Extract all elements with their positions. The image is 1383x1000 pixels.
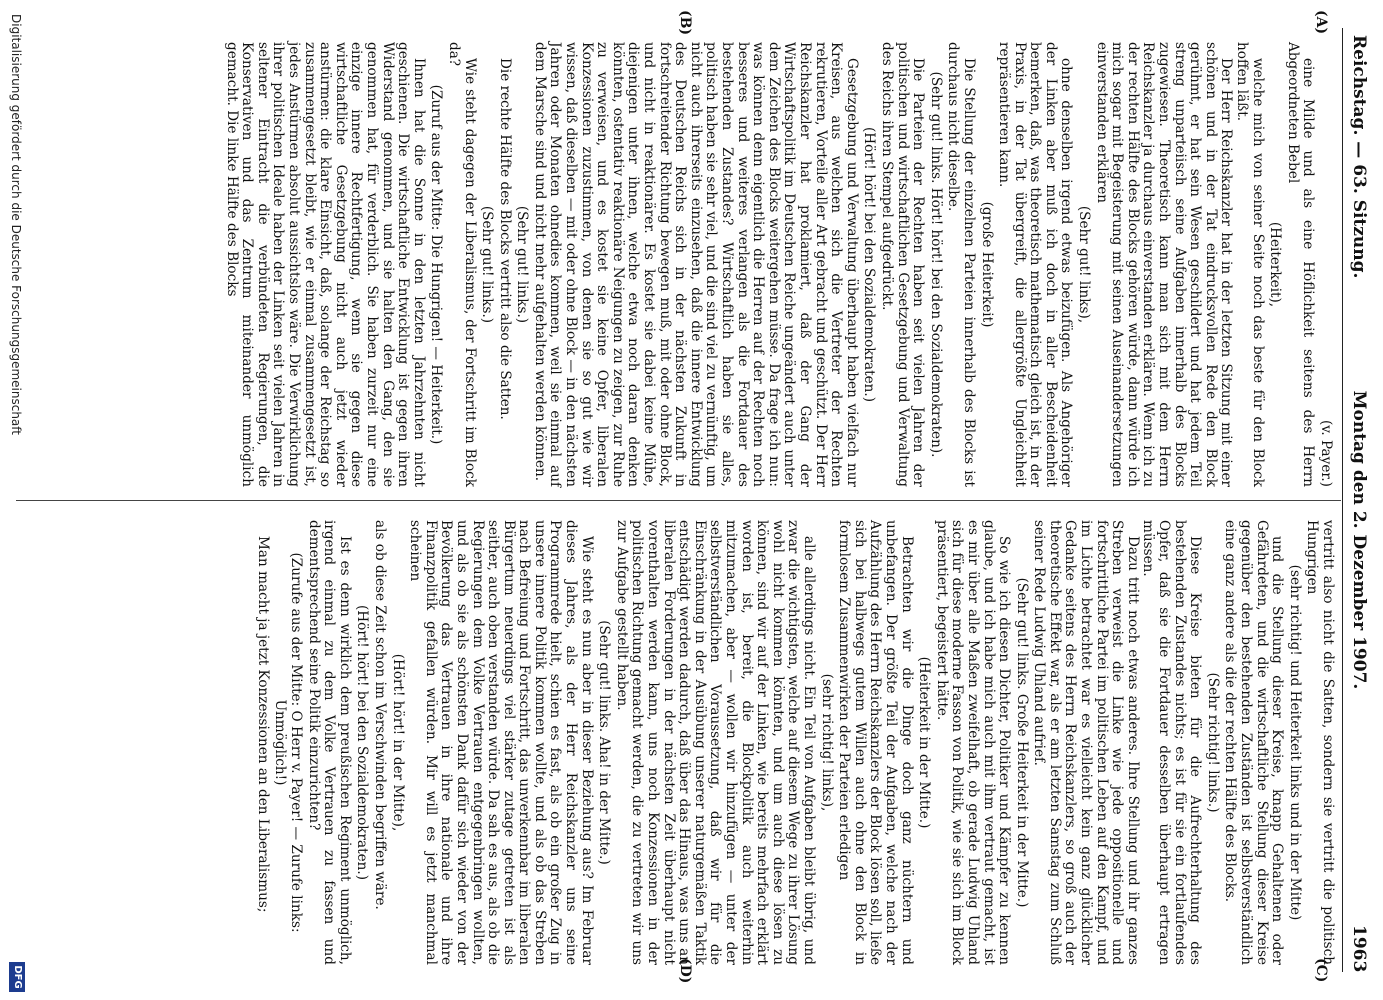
credit-bar (0, 0, 33, 1000)
column-divider (16, 500, 1341, 501)
paragraph: Der Herr Reichskanzler hat in der letzten Sitzung mit einer schönen und in der Tat eindrucksvollen Rede den Block gerühmt, er hat sein Wesen geschildert und hat jedem Teil streng unparteiisch seine Aufgaben innerhalb des Blocks zugewiesen. Theoretisch kann man sich mit dem Herrn Reichskanzler ja durchaus einverstanden erklären. Wenn ich zu der rechten Hälfte des Blocks gehören würde, dann würde ich mich sogar mit Begeisterung mit seinen Auseinandersetzungen einverstanden erklären (1093, 42, 1235, 487)
paragraph: Die rechte Hälfte des Blocks vertritt also die Satten. (496, 58, 513, 420)
interjection: (große Heiterkeit) (978, 201, 995, 328)
paragraph: als ob diese Zeit schon im Verschwinden begriffen wäre. (371, 520, 388, 910)
margin-marker-d: (D) (677, 958, 693, 984)
header-rule (1342, 28, 1343, 972)
interjection: (Hört! hört! in der Mitte), (389, 653, 406, 832)
interjection: (Sehr gut! links.) (479, 205, 496, 324)
page-number: 1963 (1349, 925, 1369, 973)
interjection: (Sehr richtig! links.) (1204, 672, 1221, 813)
dfg-logo: DFG (9, 962, 25, 992)
interjection: (Heiterkeit), (1267, 221, 1284, 308)
margin-marker-c: (C) (1313, 958, 1329, 983)
interjection: (v. Payer.) (1318, 419, 1334, 487)
paragraph: Diese Kreise bieten für die Aufrechterhaltung des bestehenden Zustandes nichts; es ist für sie ein fortlaufendes Opfer, daß sie die Fortdauer desselben überhaupt ertragen müssen. (1140, 520, 1204, 965)
paragraph: Die Stellung der einzelnen Parteien innerhalb des Blocks ist durchaus nicht dieselbe. (945, 42, 977, 487)
paragraph: vertritt also nicht die Satten, sondern sie vertritt die politisch Hungrigen (1304, 520, 1336, 965)
margin-marker-a: (A) (1313, 10, 1329, 35)
interjection: (Zuruf aus der Mitte: Die Hungrigen! — Heiterkeit.) (428, 84, 445, 445)
paragraph: Betrachten wir die Dinge doch ganz nüchtern und unbefangen. Der größte Teil der Aufgaben, welche nach der Aufzählung des Herrn Reichskanzlers der Block lösen soll, ließe sich bei halbwegs gutem Willen auch ohne den Block in formlosem Zusammenwirken der Parteien erledigen (836, 520, 915, 965)
interjection: (Sehr gut! links. Hört! hört! bei den Sozialdemokraten). (927, 71, 944, 458)
paragraph: Wie steht es nun aber in dieser Beziehung aus? Im Februar dieses Jahres, als der Herr Reichskanzler uns seine Programmrede hielt, schien es fast, als ob ein großer Zug in unsere innere Politik kommen wollte, und als ob das Streben nach Befreiung und Fortschritt, das unverkennbar im liberalen Bürgertum neuerdings viel stärker zutage getreten ist als seither, auch oben verstanden würde. Da sah es aus, als ob die Regierungen dem Volke Vertrauen entgegenbringen wollten, und als ob sie als schönsten Dank dafür sich wieder von der Bevölkerung das Vertrauen in ihre nationale und ihre Finanzpolitik gefallen würden. Mir will es jetzt manchmal scheinen (407, 520, 595, 965)
margin-marker-b: (B) (677, 10, 693, 36)
paragraph: So wie ich diesen Dichter, Politiker und Kämpfer zu kennen glaube, und ich habe mich auch mit ihm vertraut gemacht, ist es mir über alle Maßen zweifelhaft, ob gerade Ludwig Uhland sich für diese moderne Fasson von Politik, wie sie sich im Block präsentiert, begeistert hätte. (933, 520, 1013, 965)
paragraph: und die Stellung dieser Kreise, knapp Gehaltenen oder Gefährdeten, und die wirtschaftliche Stellung dieser Kreise gegenüber den bestehenden Zuständen ist selbstverständlich eine ganz andere als die der rechten Hälfte des Blocks. (1222, 520, 1286, 965)
right-column (254, 520, 1335, 965)
interjection: (Sehr gut! links), (1076, 205, 1093, 324)
paragraph: Wie steht dagegen der Liberalismus, der Fortschritt im Block da? (445, 42, 478, 487)
interjection: (Hört! hört! bei den Sozialdemokraten.) (354, 604, 371, 880)
interjection: (Sehr gut! links.) (514, 205, 531, 324)
paragraph: welche mich von seiner Seite noch das beste für den Block hoffen läßt. (1234, 42, 1266, 487)
paragraph: alle allerdings nicht. Ein Teil von Aufgaben bleibt übrig, und zwar die wichtigsten, welche auf diesem Wege zu ihrer Lösung wohl nicht kommen könnten, und um auch diese lösen zu können, sind wir auf der Linken, wie bereits mehrfach erklärt worden ist, bereit, die Blockpolitik auch weiterhin mitzumachen, aber — wollen wir hinzufügen — unter der selbstverständlichen Voraussetzung, daß wir für die Einschränkung in der Ausübung unserer naturgemäßen Taktik entschädigt werden dadurch, daß über das Hinaus, was uns an liberalen Forderungen in der nächsten Zeit überhaupt nicht vorenthalten werden kann, uns noch Konzessionen in der politischen Richtung gemacht werden, die zu vertreten wir uns zur Aufgabe gestellt haben. (613, 520, 817, 965)
paragraph: Man macht ja jetzt Konzessionen an den Liberalismus; (254, 536, 271, 913)
paragraph: Gesetzgebung und Verwaltung überhaupt haben vielfach nur Kreisen, aus welchen sich die Vertreter der Rechten rekrutieren, Vorteile aller Art gebracht und geschützt. Der Herr Reichskanzler hat proklamiert, daß der Gang der Wirtschaftspolitik im Deutschen Reiche ungeändert auch unter dem Zeichen des Blocks weitergehen müsse. Da frage ich nun: was können denn eigentlich die Herren auf der Rechten noch besseres und weiteres verlangen als die Fortdauer des bestehenden Zustandes? Wirtschaftlich haben sie alles, politisch haben sie sehr viel, und die sind viel zu vernünftig, um nicht auch ihrerseits einzusehen, daß die innere Entwicklung des Deutschen Reichs sich in der nächsten Zukunft in fortschreitender Richtung bewegen muß, mit oder ohne Block, und nicht in reaktionärer. Es kostet sie dabei keine Mühe, diejenigen unter ihnen, welche etwa noch daran denken könnten, ostentativ reaktionäre Neigungen zu zeigen, zur Ruhe zu verweisen, und es kostet sie keine Opfer, liberalen Konzessionen zuzustimmen, von denen sie so gut wie wir wissen, daß dieselben — mit oder ohne Block — in den nächsten Jahren oder Monaten ohnedies kommen, weil sie einmal auf dem Marsche sind und nicht mehr aufgehalten werden können. (531, 42, 860, 487)
interjection: (Sehr gut! links. Aha! in der Mitte.) (596, 620, 613, 865)
paragraph: Dazu tritt noch etwas anderes. Ihre Stellung und ihr ganzes Streben verweist die Linke wie jede oppositionelle und fortschrittliche Partei im politischen Leben auf den Kampf, und im Lichte betrachtet war es vielleicht kein ganz glücklicher Gedanke seitens des Herrn Reichskanzlers, so groß auch der theoretische Effekt war, als er am letzten Samstag zum Schluß seiner Rede Ludwig Uhland aufrief. (1031, 520, 1141, 965)
paragraph: ohne denselben irgend etwas beizufügen. Als Angehöriger der Linken aber muß ich doch in aller Bescheidenheit bemerken, daß, was theoretisch mathematisch gleich ist, in der Praxis, in der Tat übergreift, die allergrößte Ungleichheit repräsentieren kann. (996, 42, 1075, 487)
header-date: Montag den 2. Dezember 1907. (1349, 390, 1369, 690)
digitization-credit: Digitalisierung gefördert durch die Deutsche Forschungsgemeinschaft (9, 14, 23, 436)
left-column (223, 42, 1335, 487)
header-session: Reichstag. — 63. Sitzung. (1349, 35, 1369, 279)
interjection: (Hört! hört! bei den Sozialdemokraten.) (861, 126, 878, 402)
paragraph: Ihnen hat die Sonne in den letzten Jahrzehnten nicht geschienen. Die wirtschaftliche Entwicklung ist gegen ihren Widerstand genommen, und sie halten den Gang, den sie genommen hat, für verderblich. Sie haben zurzeit nur eine einzige innere Rechtfertigung, wenn sie gegen diese wirtschaftliche Gesetzgebung nicht auch jetzt wieder anstürmen: die klare Einsicht, daß, solange der Reichstag so zusammengesetzt bleibt, wie er einmal zusammengesetzt ist, jedes Anstürmen absolut aussichtslos wäre. Die Verwirklichung ihrer politischen Ideale haben der Linken seit vielen Jahren in seltener Eintracht die verbündeten Regierungen, die Konservativen und das Zentrum miteinander unmöglich gemacht. Die linke Hälfte des Blocks (223, 42, 427, 487)
interjection: (Sehr gut! links. Große Heiterkeit in der Mitte.) (1013, 577, 1030, 908)
interjection: (Heiterkeit in der Mitte.) (916, 656, 933, 829)
interjection: (sehr richtig! und Heiterkeit links und in der Mitte) (1286, 564, 1303, 921)
interjection: (Zurufe aus der Mitte: O Herr v. Payer! — Zurufe links: Unmöglich!) (272, 552, 304, 933)
paragraph: Ist es denn wirklich dem preußischen Regiment unmöglich, irgend einmal zu dem Volke Vertrauen zu fassen und dementsprechend seine Politik einzurichten? (305, 520, 353, 965)
paragraph: Die Parteien der Rechten haben seit vielen Jahren der politischen und wirtschaftlichen Gesetzgebung und Verwaltung des Reichs ihren Stempel aufgedrückt. (878, 42, 927, 487)
paragraph: eine Milde und als eine Höflichkeit seitens des Herrn Abgeordneten Bebel (1284, 42, 1317, 487)
interjection: (sehr richtig! links), (818, 673, 835, 812)
